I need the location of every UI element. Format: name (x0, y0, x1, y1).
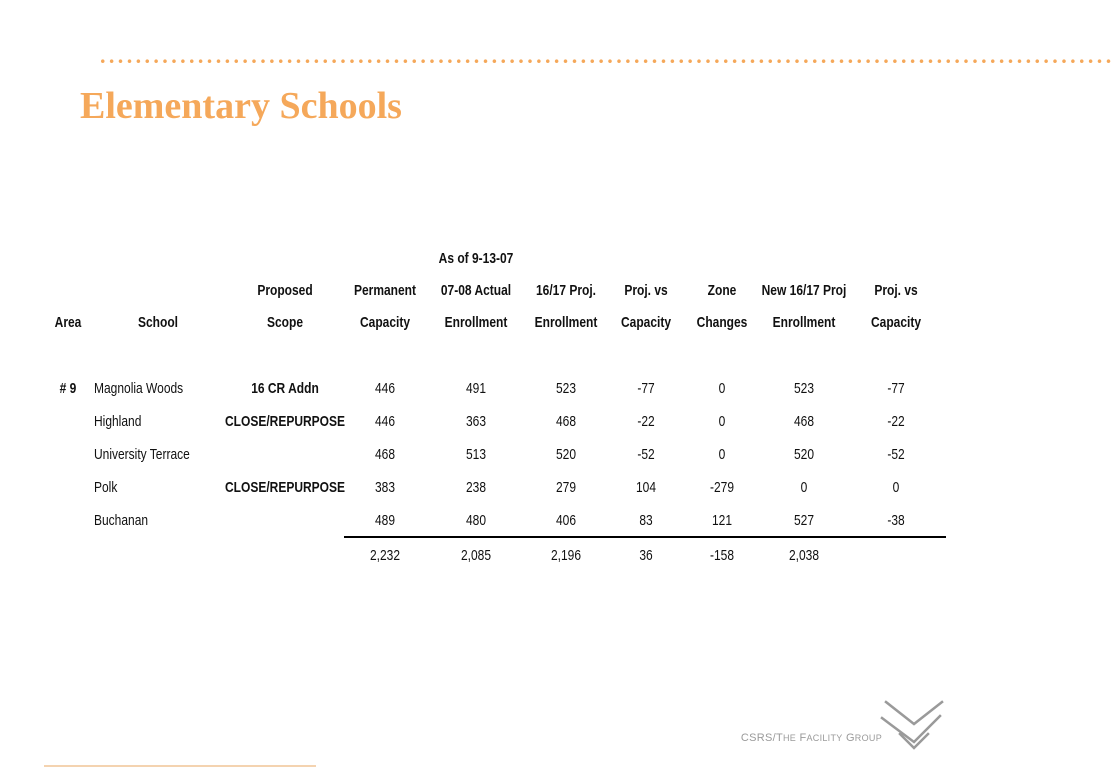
cell-proj: 468 (555, 413, 577, 430)
cell-vs: 104 (635, 479, 657, 496)
header-proj-line-0: 16/17 Proj. (535, 282, 597, 299)
header-vs2-line-1: Capacity (870, 314, 922, 331)
csrs-chevron-logo-icon (878, 698, 948, 754)
header-scope-line-0: Proposed (257, 282, 313, 299)
brand-word1-rest: HE (782, 733, 797, 743)
total-vs: 36 (639, 547, 653, 564)
header-capacity-line-0: Permanent (353, 282, 417, 299)
cell-actual: 363 (465, 413, 487, 430)
cell-scope: CLOSE/REPURPOSE (225, 479, 346, 496)
cell-scope: 16 CR Addn (251, 380, 319, 397)
cell-newproj: 0 (800, 479, 808, 496)
header-school-line-0: School (137, 314, 178, 331)
cell-school: Buchanan (94, 512, 149, 529)
header-zone-line-0: Zone (707, 282, 737, 299)
cell-vs2: -77 (887, 380, 905, 397)
brand-prefix: CSRS/T (740, 732, 783, 744)
cell-proj: 523 (555, 380, 577, 397)
cell-school: Polk (94, 479, 118, 496)
cell-proj: 406 (555, 512, 577, 529)
total-capacity: 2,232 (369, 547, 401, 564)
brand-text (741, 732, 882, 744)
header-actual-line-2: Enrollment (444, 314, 508, 331)
cell-vs2: -38 (887, 512, 905, 529)
cell-school: Highland (94, 413, 142, 430)
cell-capacity: 446 (374, 380, 396, 397)
brand-word2-first: F (799, 732, 807, 744)
cell-area: # 9 (59, 380, 77, 397)
cell-proj: 520 (555, 446, 577, 463)
cell-actual: 491 (465, 380, 487, 397)
cell-school: University Terrace (94, 446, 190, 463)
cell-vs2: 0 (892, 479, 900, 496)
header-vs2-line-0: Proj. vs (874, 282, 918, 299)
cell-zone: 0 (718, 446, 726, 463)
total-actual: 2,085 (460, 547, 492, 564)
cell-school: Magnolia Woods (94, 380, 184, 397)
dotted-divider: .................................................................................................................. (100, 43, 1115, 68)
logo-chevron-mid (882, 716, 940, 742)
cell-actual: 480 (465, 512, 487, 529)
header-vs-line-1: Capacity (620, 314, 672, 331)
cell-vs2: -52 (887, 446, 905, 463)
header-newproj-line-1: Enrollment (772, 314, 836, 331)
header-newproj-line-0: New 16/17 Proj (761, 282, 847, 299)
cell-vs2: -22 (887, 413, 905, 430)
cell-newproj: 468 (793, 413, 815, 430)
cell-zone: 0 (718, 380, 726, 397)
cell-capacity: 489 (374, 512, 396, 529)
page-title: Elementary Schools (80, 85, 402, 127)
header-scope-line-1: Scope (266, 314, 303, 331)
header-vs-line-0: Proj. vs (624, 282, 668, 299)
header-actual-line-0: As of 9-13-07 (438, 250, 514, 267)
cell-vs: 83 (639, 512, 653, 529)
cell-capacity: 468 (374, 446, 396, 463)
total-newproj: 2,038 (788, 547, 820, 564)
cell-vs: -77 (637, 380, 655, 397)
cell-capacity: 383 (374, 479, 396, 496)
cell-vs: -22 (637, 413, 655, 430)
cell-actual: 513 (465, 446, 487, 463)
cell-actual: 238 (465, 479, 487, 496)
brand-word3-first: G (845, 732, 855, 744)
total-zone: -158 (709, 547, 735, 564)
header-area-line-0: Area (54, 314, 82, 331)
brand-word3-rest: ROUP (854, 733, 882, 743)
header-capacity-line-1: Capacity (359, 314, 411, 331)
cell-zone: 0 (718, 413, 726, 430)
cell-newproj: 523 (793, 380, 815, 397)
cell-newproj: 520 (793, 446, 815, 463)
cell-scope: CLOSE/REPURPOSE (225, 413, 346, 430)
brand-word2-rest: ACILITY (806, 733, 843, 743)
header-actual-line-1: 07-08 Actual (440, 282, 512, 299)
footer-line (44, 765, 316, 767)
totals-rule (344, 536, 946, 538)
header-proj-line-1: Enrollment (534, 314, 598, 331)
header-zone-line-1: Changes (696, 314, 748, 331)
total-proj: 2,196 (550, 547, 582, 564)
cell-zone: 121 (711, 512, 733, 529)
cell-vs: -52 (637, 446, 655, 463)
cell-newproj: 527 (793, 512, 815, 529)
cell-capacity: 446 (374, 413, 396, 430)
cell-zone: -279 (709, 479, 735, 496)
cell-proj: 279 (555, 479, 577, 496)
